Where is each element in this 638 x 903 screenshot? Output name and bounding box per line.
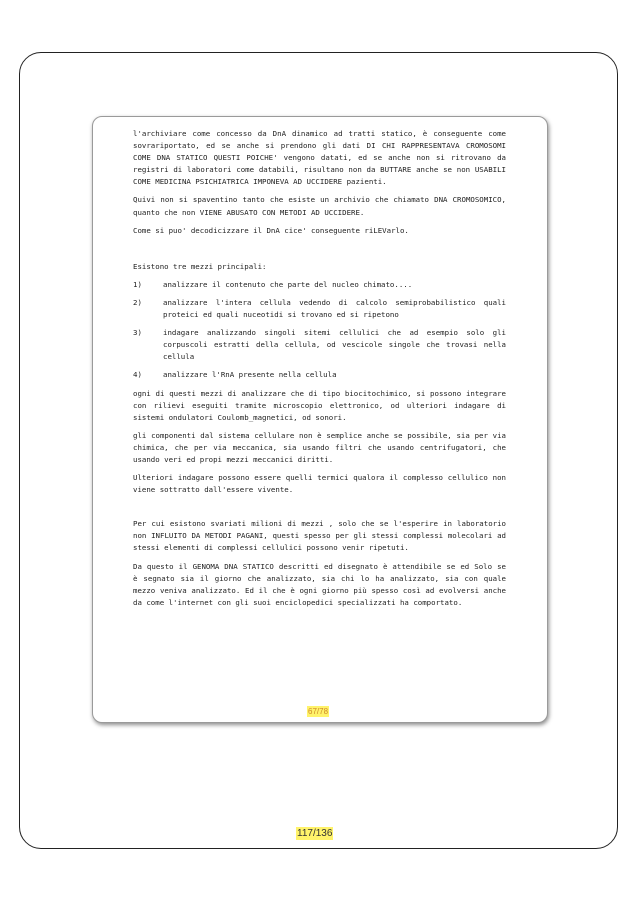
paragraph: Ulteriori indagare possono essere quelli termici qualora il complesso cellulico non viene sottratto dall'essere vivente. <box>133 473 506 495</box>
paragraph: Come si puo' decodicizzare il DnA cice' conseguente riLEVarlo. <box>133 225 409 235</box>
list-item: 1) analizzare il contenuto che parte del nucleo chimato.... <box>133 279 413 289</box>
paragraph: Da questo il GENOMA DNA STATICO descritti ed disegnato è attendibile se ed Solo se è segnato sia il giorno che analizzato, sia chi lo ha analizzato, sia con quale mezzo veniva analizzato. Ed il che è ogni giorno più spesso così ad evolversi anche da come l'internet con gli suoi enciclopedici specializzati ha comportato. <box>133 561 506 607</box>
document-body <box>133 128 506 615</box>
outer-page-number: 117/136 <box>297 828 333 839</box>
paragraph: ogni di questi mezzi di analizzare che di tipo biocitochimico, si possono integrare con rilievi eseguiti tramite microscopio elettronico, od ulteriori indagare di sistemi ondulatori Coulomb_magnetici, od sonori. <box>133 388 506 422</box>
list-item: 4) analizzare l'RnA presente nella cellula <box>133 370 337 380</box>
list-item: 2) analizzare l'intera cellula vedendo di calcolo semiprobabilistico quali proteici ed quali nuceotidi si trovano ed si ripetono <box>133 297 506 320</box>
paragraph: gli componenti dal sistema cellulare non è semplice anche se possibile, sia per via chimica, che per via meccanica, sia usando filtri che usando centrifugatori, che usando veri ed propi mezzi meccanici diritti. <box>133 430 506 464</box>
list-intro: Esistono tre mezzi principali: <box>133 261 267 271</box>
paragraph: Quivi non si spaventino tanto che esiste un archivio che chiamato DNA CROMOSOMICO, quanto che non VIENE ABUSATO CON METODI AD UCCIDERE. <box>133 195 506 217</box>
paragraph: Per cui esistono svariati milioni di mezzi , solo che se l'esperire in laboratorio non INFLUITO DA METODI PAGANI, questi spesso per gli stessi complessi molecolari ad stessi elementi di complessi cellulici possono venir ripetuti. <box>133 519 506 553</box>
methods-list <box>133 279 506 382</box>
list-item: 3) indagare analizzando singoli sitemi cellulici che ad esempio solo gli corpuscoli estratti della cellula, od vescicole singole che trovasi nella cellula <box>133 328 506 362</box>
inner-page-number: 67/78 <box>308 707 329 716</box>
paragraph: l'archiviare come concesso da DnA dinamico ad tratti statico, è conseguente come sovrariportato, ed se anche si prendono gli dati DI CHI RAPPRESENTAVA CROMOSOMI COME DNA STATICO QUESTI POICHE' vengono datati, ed se anche non si ritrovano da registri di laboratori come databili, risultano non da BUTTARE anche se non USABILI COME MEDICINA PSICHIATRICA IMPONEVA AD UCCIDERE pazienti. <box>133 129 506 187</box>
